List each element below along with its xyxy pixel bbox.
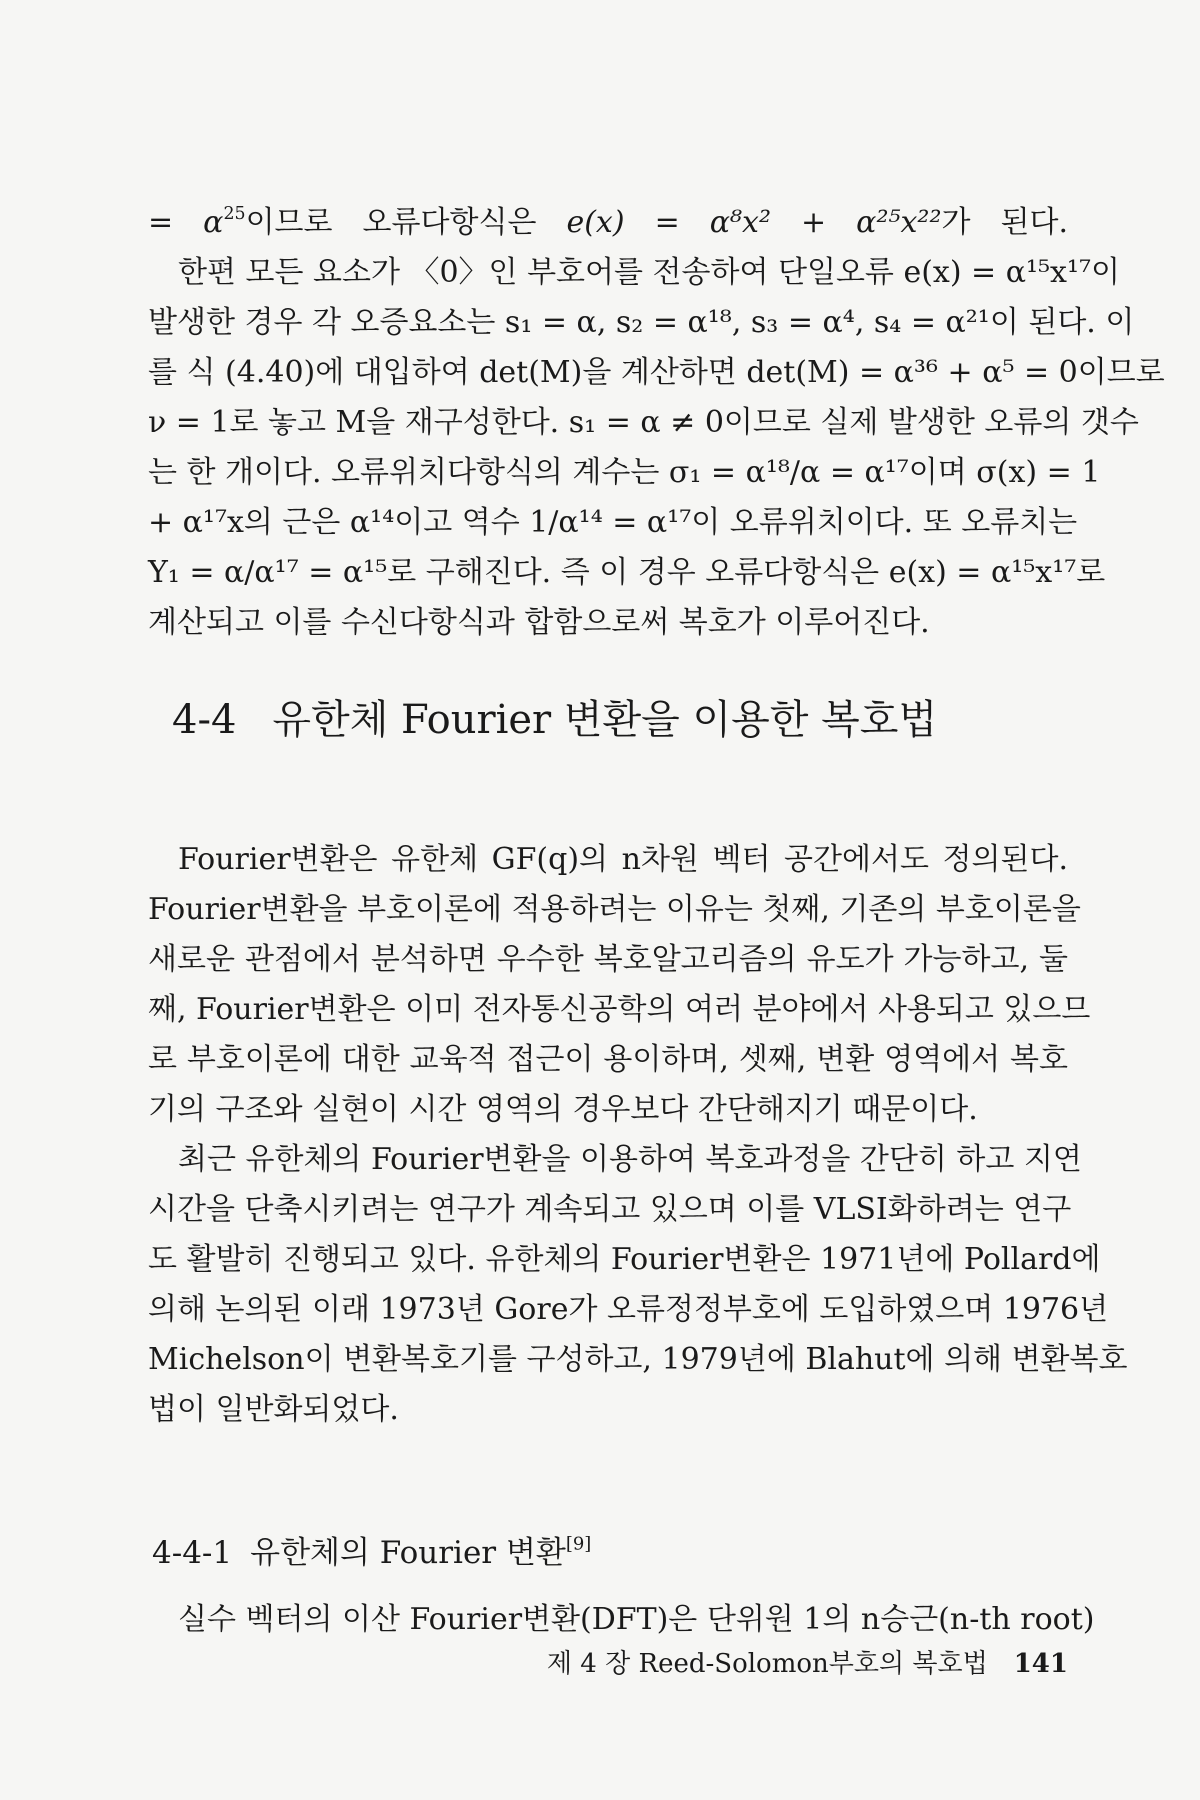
text-line: 실수 벡터의 이산 Fourier변환(DFT)은 단위원 1의 n승근(n-th root) xyxy=(178,1602,1095,1637)
text-line: ν = 1로 놓고 M을 재구성한다. s₁ = α ≠ 0이므로 실제 발생한 오류의 갯수 xyxy=(148,405,1139,440)
text-line: 한편 모든 요소가 〈0〉인 부호어를 전송하여 단일오류 e(x) = α¹⁵x¹⁷이 xyxy=(178,255,1120,290)
text-line: 로 부호이론에 대한 교육적 접근이 용이하며, 셋째, 변환 영역에서 복호 xyxy=(148,1042,1068,1077)
running-footer: 제 4 장 Reed-Solomon부호의 복호법 xyxy=(546,1649,988,1679)
text-line: 발생한 경우 각 오증요소는 s₁ = α, s₂ = α¹⁸, s₃ = α⁴, s₄ = α²¹이 된다. 이 xyxy=(148,305,1135,340)
text-line: 를 식 (4.40)에 대입하여 det(M)을 계산하면 det(M) = α³⁶ + α⁵ = 0이므로 xyxy=(148,355,1165,390)
paragraph-fourier-intro xyxy=(148,835,1091,1135)
text-line: 도 활발히 진행되고 있다. 유한체의 Fourier변환은 1971년에 Pollard에 xyxy=(148,1242,1101,1277)
subsection-title: 유한체의 Fourier 변환 xyxy=(250,1535,566,1571)
text-line: + α¹⁷x의 근은 α¹⁴이고 역수 1/α¹⁴ = α¹⁷이 오류위치이다. 또 오류치는 xyxy=(148,505,1078,540)
paragraph-dft xyxy=(148,1595,1095,1645)
text-line: Michelson이 변환복호기를 구성하고, 1979년에 Blahut에 의해 변환복호 xyxy=(148,1342,1128,1377)
text-line: 법이 일반화되었다. xyxy=(148,1392,399,1427)
section-heading xyxy=(172,692,937,748)
paragraph-history xyxy=(148,1135,1128,1435)
text-line: 최근 유한체의 Fourier변환을 이용하여 복호과정을 간단히 하고 지연 xyxy=(178,1142,1082,1177)
citation-ref: [9] xyxy=(565,1533,592,1555)
text-line: 기의 구조와 실현이 시간 영역의 경우보다 간단해지기 때문이다. xyxy=(148,1092,978,1127)
section-number: 4-4 xyxy=(172,697,237,743)
section-title: 유한체 Fourier 변환을 이용한 복호법 xyxy=(272,697,938,743)
text-line: Fourier변환은 유한체 GF(q)의 n차원 벡터 공간에서도 정의된다. xyxy=(178,842,1068,877)
text-line: = $\alpha^{25}$이므로 오류다항식은 e(x) = α⁸x² + α²⁵x²²가 된다. xyxy=(148,203,1068,240)
subsection-number: 4-4-1 xyxy=(152,1535,233,1571)
subsection-heading xyxy=(152,1530,591,1576)
text-line: Fourier변환을 부호이론에 적용하려는 이유는 첫째, 기존의 부호이론을 xyxy=(148,892,1081,927)
text-line: 째, Fourier변환은 이미 전자통신공학의 여러 분야에서 사용되고 있으므 xyxy=(148,992,1091,1027)
page-number: 141 xyxy=(1013,1649,1068,1679)
text-line: 는 한 개이다. 오류위치다항식의 계수는 σ₁ = α¹⁸/α = α¹⁷이며 σ(x) = 1 xyxy=(148,455,1101,490)
paragraph-error-example xyxy=(148,198,1165,648)
text-line: 새로운 관점에서 분석하면 우수한 복호알고리즘의 유도가 가능하고, 둘 xyxy=(148,942,1068,977)
text-line: 시간을 단축시키려는 연구가 계속되고 있으며 이를 VLSI화하려는 연구 xyxy=(148,1192,1072,1227)
page-footer xyxy=(547,1644,1068,1684)
text-line: Y₁ = α/α¹⁷ = α¹⁵로 구해진다. 즉 이 경우 오류다항식은 e(x) = α¹⁵x¹⁷로 xyxy=(148,555,1106,590)
text-line: 계산되고 이를 수신다항식과 합함으로써 복호가 이루어진다. xyxy=(148,605,930,640)
text-line: 의해 논의된 이래 1973년 Gore가 오류정정부호에 도입하였으며 1976년 xyxy=(148,1292,1109,1327)
